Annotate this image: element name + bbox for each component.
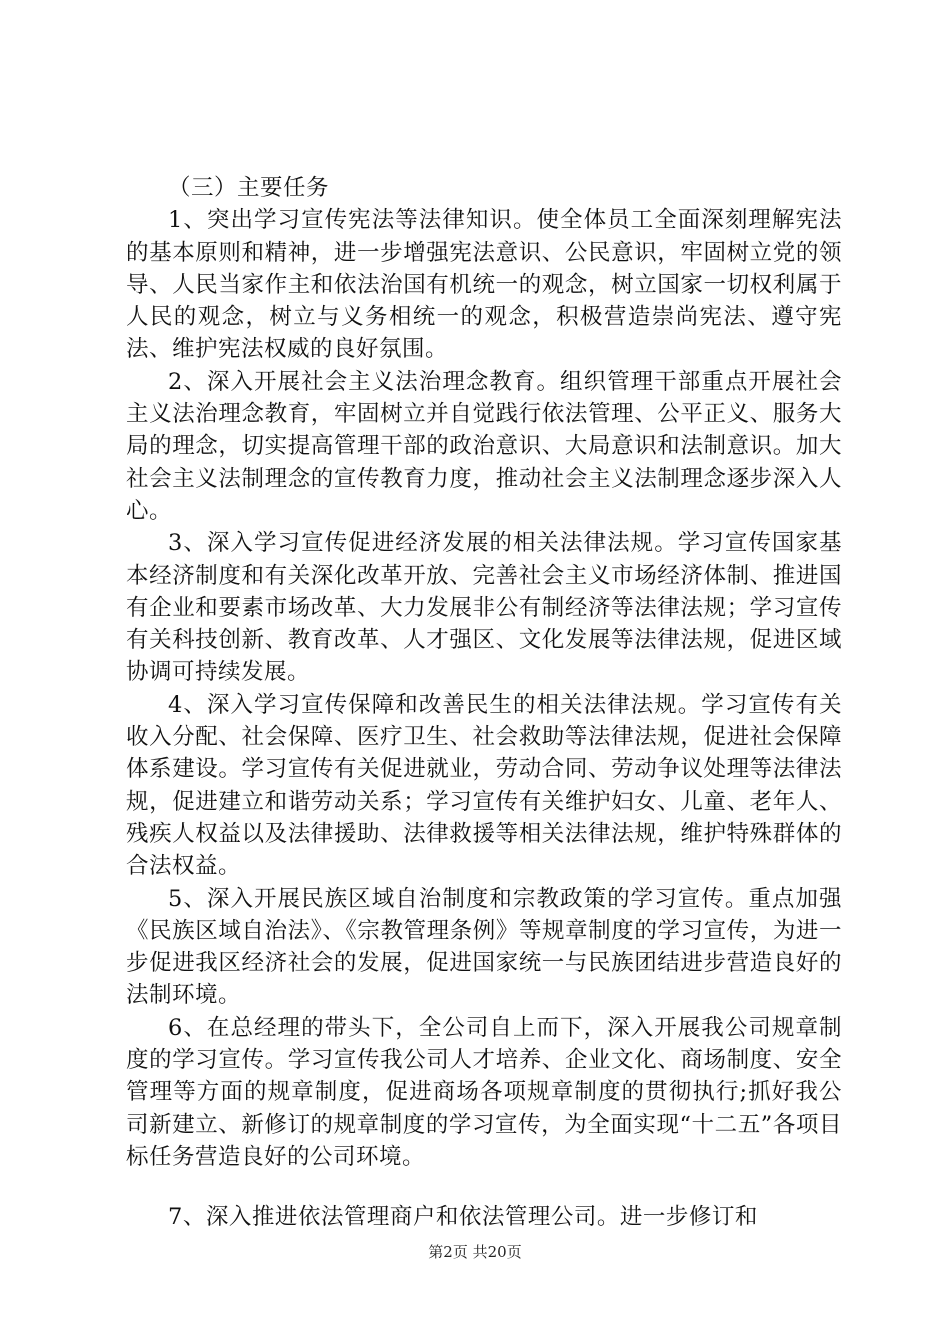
section-heading: （三）主要任务 [168, 175, 330, 201]
paragraph-4: 4、深入学习宣传保障和改善民生的相关法律法规。学习宣传有关收入分配、社会保障、医疗卫生、社会救助等法律法规，促进社会保障体系建设。学习宣传有关促进就业，劳动合同、劳动争议处理等法律法规，促进建立和谐劳动关系；学习宣传有关维护妇女、儿童、老年人、残疾人权益以及法律援助、法律救援等相关法律法规，维护特殊群体的合法权益。 [126, 691, 842, 880]
page-indicator: 第2页 共20页 [428, 1243, 522, 1261]
paragraph-7: 7、深入推进依法管理商户和依法管理公司。进一步修订和 [168, 1204, 758, 1231]
paragraph-3: 3、深入学习宣传促进经济发展的相关法律法规。学习宣传国家基本经济制度和有关深化改革开放、完善社会主义市场经济体制、推进国有企业和要素市场改革、大力发展非公有制经济等法律法规；学习宣传有关科技创新、教育改革、人才强区、文化发展等法律法规，促进区域协调可持续发展。 [126, 530, 842, 686]
paragraph-1: 1、突出学习宣传宪法等法律知识。使全体员工全面深刻理解宪法的基本原则和精神，进一步增强宪法意识、公民意识，牢固树立党的领导、人民当家作主和依法治国有机统一的观念，树立国家一切权利属于人民的观念，树立与义务相统一的观念，积极营造崇尚宪法、遵守宪法、维护宪法权威的良好氛围。 [126, 207, 842, 363]
paragraph-6: 6、在总经理的带头下，全公司自上而下，深入开展我公司规章制度的学习宣传。学习宣传我公司人才培养、企业文化、商场制度、安全管理等方面的规章制度，促进商场各项规章制度的贯彻执行;抓好我公司新建立、新修订的规章制度的学习宣传，为全面实现“十二五”各项目标任务营造良好的公司环境。 [126, 1014, 842, 1170]
paragraph-5: 5、深入开展民族区域自治制度和宗教政策的学习宣传。重点加强《民族区域自治法》、《宗教管理条例》等规章制度的学习宣传，为进一步促进我区经济社会的发展，促进国家统一与民族团结进步营造良好的法制环境。 [126, 885, 842, 1009]
paragraph-2: 2、深入开展社会主义法治理念教育。组织管理干部重点开展社会主义法治理念教育，牢固树立并自觉践行依法管理、公平正义、服务大局的理念，切实提高管理干部的政治意识、大局意识和法制意识。加大社会主义法制理念的宣传教育力度，推动社会主义法制理念逐步深入人心。 [126, 368, 842, 524]
document-body [126, 172, 842, 1234]
